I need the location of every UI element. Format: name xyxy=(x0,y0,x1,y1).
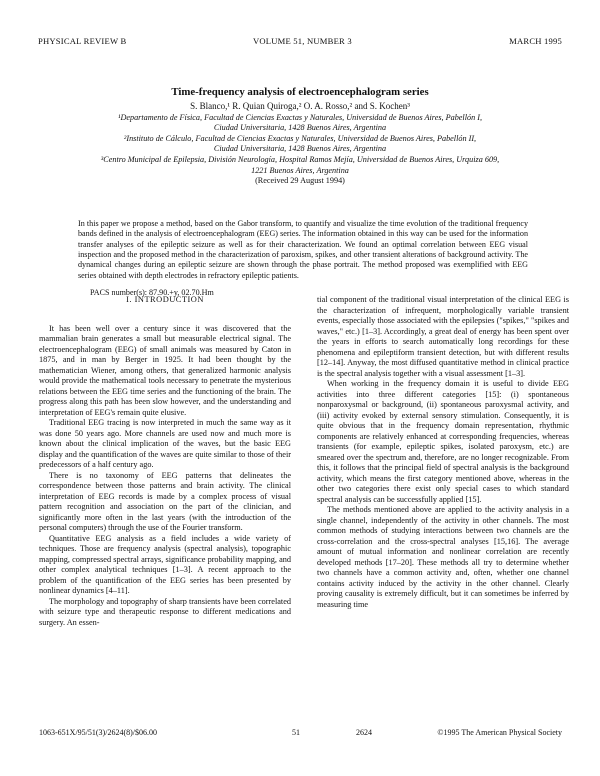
left-column xyxy=(39,295,291,628)
affiliation-line: 1221 Buenos Aires, Argentina xyxy=(251,165,349,175)
abstract-text: In this paper we propose a method, based on the Gabor transform, to quantify and visualize the time evolution of the traditional frequency bands defined in the analysis of electroencephalogram (EEG) series. The information obtained in this way can be used for the information transfer analyses of the epileptic seizure as well as for their characterization. We found an optimal correlation between EEG visual inspection and the proposed method in the characterization of paroxism, spikes, and other transient alterations of background activity. The dynamical changes during an epileptic seizure are shown through the phase portrait. The method proposed was exemplified with EEG series obtained with depth electrodes in refractory epileptic patients. xyxy=(78,219,528,280)
right-column xyxy=(317,295,569,610)
pacs-numbers: PACS number(s): 87.90.+y, 02.70.Hm xyxy=(90,288,214,298)
affiliation-line: Ciudad Universitaria, 1428 Buenos Aires, Argentina xyxy=(213,123,387,133)
paragraph: Quantitative EEG analysis as a field includes a wide variety of techniques. Those are frequency analysis (spectral analysis), topographic mapping, compressed spectral arrays, significance probability mapping, and other complex analytical techniques [1–3]. A recent approach to the problem of the quantification of the EEG series has been presented by nonlinear dynamics [4–11]. xyxy=(39,533,291,595)
affiliation-line: ³Centro Municipal de Epilepsia, División Neurología, Hospital Ramos Mejía, Universidad de Buenos Aires, Urquiza 609, xyxy=(100,154,500,164)
issue-date: MARCH 1995 xyxy=(509,36,562,46)
running-header xyxy=(38,36,562,48)
affiliation-line: ¹Departamento de Física, Facultad de Ciencias Exactas y Naturales, Universidad de Buenos Aires, Pabellón I, xyxy=(117,112,482,122)
received-date: (Received 29 August 1994) xyxy=(255,176,345,186)
page-footer xyxy=(39,728,562,740)
affiliation-line: Ciudad Universitaria, 1428 Buenos Aires, Argentina xyxy=(213,144,387,154)
author-list: S. Blanco,¹ R. Quian Quiroga,² O. A. Rosso,² and S. Kochen³ xyxy=(190,101,410,111)
page-number: 2624 xyxy=(356,728,372,737)
paragraph: tial component of the traditional visual interpretation of the clinical EEG is the characterization of infrequent, morphologically variable transient events, especially those associated with the epilepsies ("spikes," "spikes and waves," etc.) [1–3]. Accordingly, a great deal of energy has been spent over the years in efforts to search automatically long recordings for these phenomena and epileptiform transient detection, but with different results [12–14]. Anyway, the most diffused quantitative method in clinical practice is the spectral analysis together with a visual assessment [1–3]. xyxy=(317,295,569,378)
paragraph: It has been well over a century since it was discovered that the mammalian brain generates a small but measurable electrical signal. The electroencephalogram (EEG) of small animals was measured by Caton in 1875, and in man by Berger in 1925. It had been thought by the mathematician Wiener, among others, that generalized harmonic analysis would provide the mathematical tools necessary to penetrate the mysterious relations between the EEG time series and the functioning of the brain. The progress along this path has been slow however, and the understanding and interpretation of EEG's remain quite elusive. xyxy=(39,323,291,417)
volume-number: VOLUME 51, NUMBER 3 xyxy=(253,36,352,46)
copyright: ©1995 The American Physical Society xyxy=(437,728,562,737)
footer-volume: 51 xyxy=(292,728,300,737)
section-heading: I. INTRODUCTION xyxy=(126,295,204,304)
paragraph: There is no taxonomy of EEG patterns that delineates the correspondence between those patterns and brain activity. The clinical interpretation of EEG records is made by a complex process of visual pattern recognition and association on the part of the clinician, and significantly more often in the last years (with the introduction of the personal computers) through the use of the Fourier transform. xyxy=(39,470,291,532)
paragraph: Traditional EEG tracing is now interpreted in much the same way as it was done 50 years ago. More channels are used now and much more is known about the clinical implication of the waves, but the basic EEG display and the quantification of the waves are quite similar to those of their predecessors of a half century ago. xyxy=(39,418,291,469)
journal-name: PHYSICAL REVIEW B xyxy=(38,36,127,46)
paper-title: Time-frequency analysis of electroencephalogram series xyxy=(171,86,429,98)
affiliation-line: ²Instituto de Cálculo, Facultad de Ciencias Exactas y Naturales, Universidad de Buenos Aires, Pabellón II, xyxy=(123,133,477,143)
abstract xyxy=(78,219,528,298)
author-block xyxy=(60,101,540,187)
paragraph: The morphology and topography of sharp transients have been correlated with seizure type and therapeutic response to different medications and surgery. An essen- xyxy=(39,596,291,627)
paragraph: The methods mentioned above are applied to the activity analysis in a single channel, independently of the activity in other channels. The most common methods of studying interactions between two channels are the cross-correlation and the cross-spectral analyses [15,16]. The average amount of mutual information and nonlinear correlation are recently developed methods [17–20]. These methods all try to determine whether two channels have a common activity and, often, whether one channel contains activity induced by the activity in the other channel. Clearly proving causality is extremely difficult, but it can sometimes be inferred by measuring time xyxy=(317,505,569,609)
article-code: 1063-651X/95/51(3)/2624(8)/$06.00 xyxy=(39,728,157,737)
paragraph: When working in the frequency domain it is useful to divide EEG activities into three different categories [15]: (i) spontaneous nonparoxysmal or background, (ii) spontaneous paroxysmal activity, and (iii) activity evoked by external sensory stimulation. Consequently, it is quite obvious that in the frequency domain representation, rhythmic components are relatively enhanced at corresponding frequencies, whereas transients (for example, epileptic spikes, isolated paroxysm, etc.) are smeared over the spectrum and, therefore, are no longer recognizable. From this, it follows that the principal field of spectral analysis is the background activity, which means the first category mentioned above, whereas in the other two categories there exist only special cases to which standard spectral analysis can be successfully applied [15]. xyxy=(317,379,569,504)
